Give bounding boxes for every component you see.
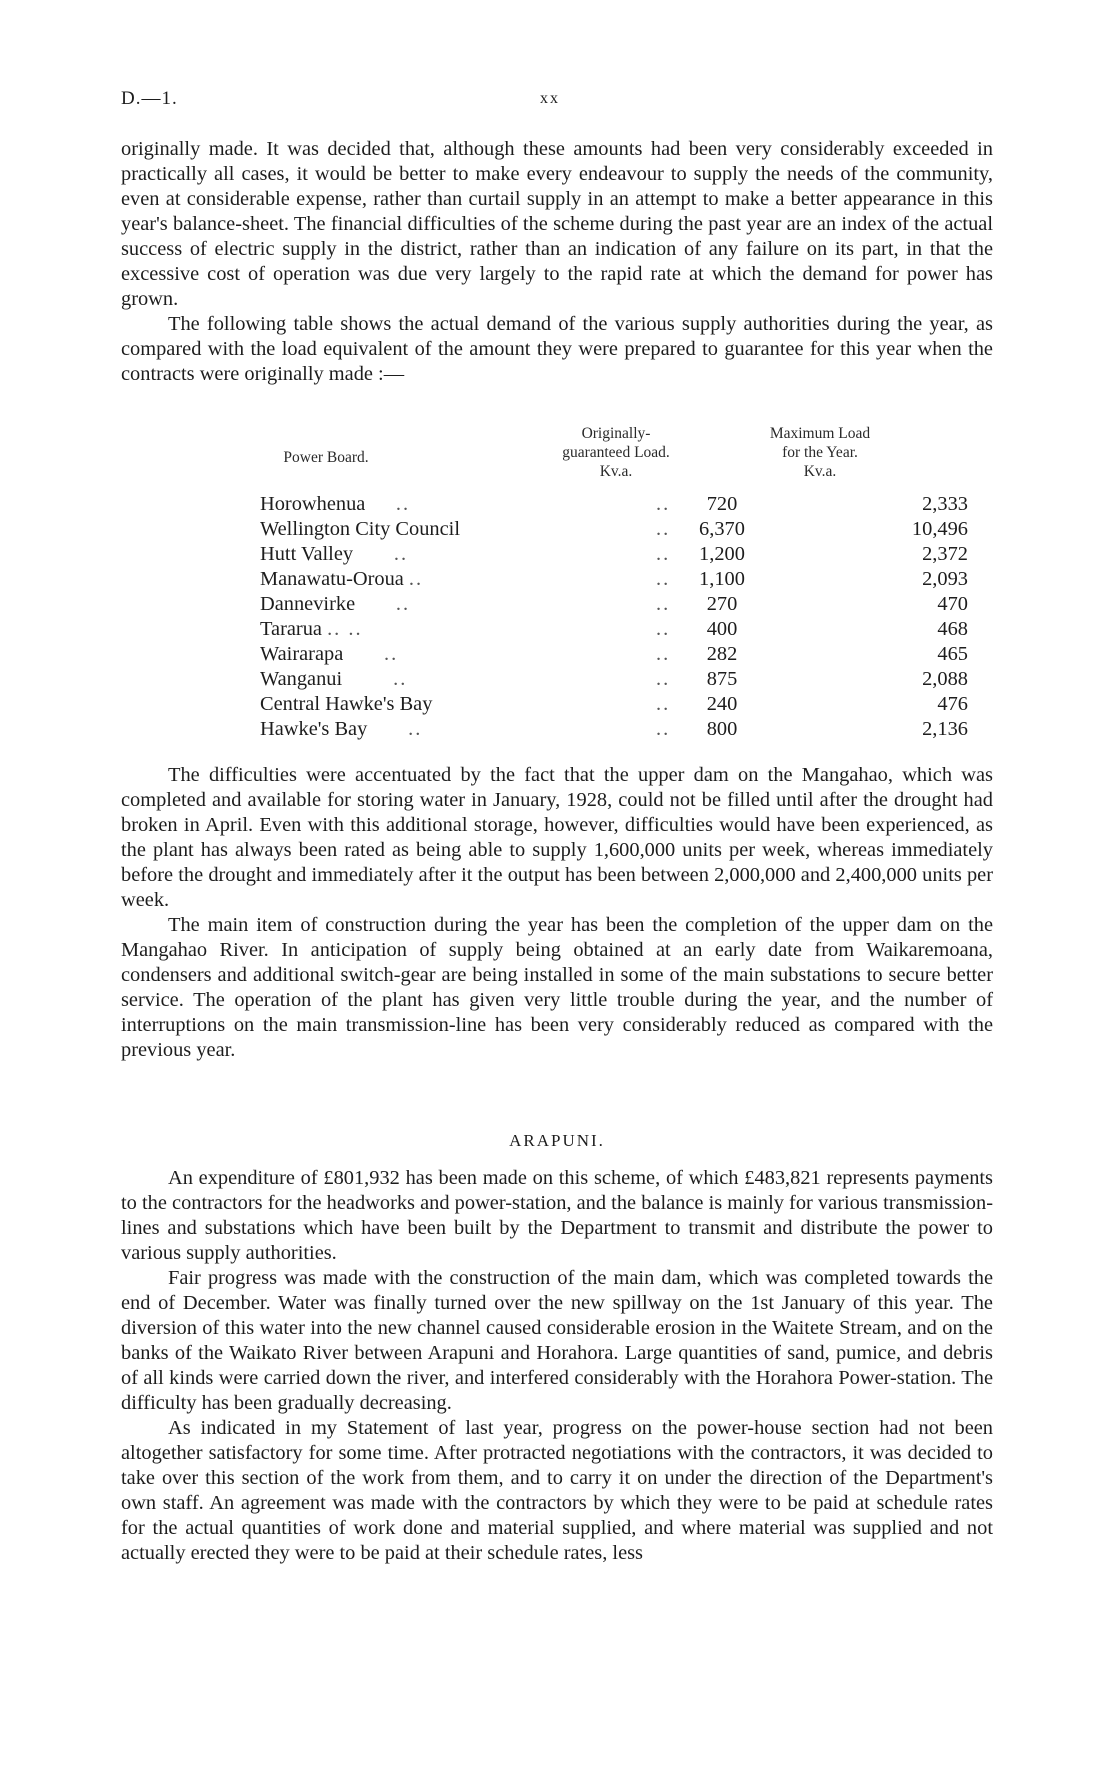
table-row: Wairarapa .. .. 282 465 <box>260 643 968 665</box>
page-number: xx <box>540 90 560 107</box>
paragraph: The following table shows the actual demand of the various supply authorities during the year, as compared with the load equivalent of the amount they were prepared to guarantee for this year when the contracts were originally made :— <box>121 313 993 385</box>
table-row: Central Hawke's Bay .. 240 476 <box>260 693 968 715</box>
paragraph: originally made. It was decided that, although these amounts had been very considerably exceeded in practically all cases, it would be better to make every endeavour to supply the needs of the community, even at considerable expense, rather than curtail supply in an attempt to make a better appearance in this year's balance-sheet. The financial difficulties of the scheme during the past year are an index of the actual success of electric supply in the district, rather than an indication of any failure on its part, in that the excessive cost of operation was due very largely to the rapid rate at which the demand for power has grown. <box>121 138 993 310</box>
table-row: Wanganui .. .. 875 2,088 <box>260 668 968 690</box>
guaranteed-load-value: 282 <box>706 643 738 665</box>
maximum-load-value: 2,093 <box>922 568 968 590</box>
board-name: Dannevirke <box>260 593 356 615</box>
board-name: Wairarapa <box>260 643 344 665</box>
maximum-load-value: 468 <box>937 618 968 640</box>
table-row: Tararua .. .. .. 400 468 <box>260 618 968 640</box>
board-name: Manawatu-Oroua <box>260 568 404 590</box>
paragraph: Fair progress was made with the construction of the main dam, which was completed towards the end of December. Water was finally turned over the new spillway on the 1st January of this year. The diversion of this water into the new channel caused considerable erosion in the Waitete Stream, and on the banks of the Waikato River between Arapuni and Horahora. Large quantities of sand, pumice, and debris of all kinds were carried down the river, and interfered considerably with the Horahora Power-station. The difficulty has been gradually decreasing. <box>121 1267 993 1414</box>
paragraph: As indicated in my Statement of last year, progress on the power-house section had not been altogether satisfactory for some time. After protracted negotiations with the contractors, it was decided to take over this section of the work from them, and to carry it on under the direction of the Department's own staff. An agreement was made with the contractors by which they were to be paid at schedule rates for the actual quantities of work done and material supplied, and where material was supplied and not actually erected they were to be paid at their schedule rates, less <box>121 1417 993 1564</box>
paragraph: The main item of construction during the year has been the completion of the upper dam on the Mangahao River. In anticipation of supply being obtained at an early date from Waikaremoana, condensers and additional switch-gear are being installed in some of the main substations to secure better service. The operation of the plant has given very little trouble during the year, and the number of interruptions on the main transmission-line has been very considerably reduced as compared with the previous year. <box>121 914 993 1061</box>
guaranteed-load-value: 270 <box>706 593 738 615</box>
guaranteed-load-value: 720 <box>706 493 738 515</box>
column-header-maximum-load: Maximum Load for the Year. Kv.a. <box>769 425 871 480</box>
mangahao-text <box>121 763 993 1063</box>
table-row: Horowhenua .. .. 720 2,333 <box>260 493 968 515</box>
paragraph: An expenditure of £801,932 has been made on this scheme, of which £483,821 represents payments to the contractors for the headworks and power-station, and the balance is mainly for various transmission-lines and substations which have been built by the Department to transmit and distribute the power to various supply authorities. <box>121 1167 993 1264</box>
column-header-guaranteed-load: Originally- guaranteed Load. Kv.a. <box>562 425 670 480</box>
board-name: Hutt Valley <box>260 543 354 565</box>
table-body <box>260 492 980 742</box>
maximum-load-value: 2,136 <box>922 718 968 740</box>
maximum-load-value: 476 <box>937 693 968 715</box>
board-name: Hawke's Bay <box>260 718 368 740</box>
table-row: Hawke's Bay .. .. 800 2,136 <box>260 718 968 740</box>
maximum-load-value: 470 <box>937 593 968 615</box>
board-name: Wanganui <box>260 668 343 690</box>
maximum-load-value: 2,372 <box>922 543 968 565</box>
table-row: Dannevirke .. .. 270 470 <box>260 593 968 615</box>
maximum-load-value: 2,088 <box>922 668 968 690</box>
board-name: Wellington City Council <box>260 518 460 540</box>
document-reference: D.—1. <box>121 88 178 109</box>
guaranteed-load-value: 1,100 <box>699 568 745 590</box>
table-row: Wellington City Council .. 6,370 10,496 <box>260 518 968 540</box>
board-name: Tararua <box>260 618 322 640</box>
table-row: Manawatu-Oroua .. .. 1,100 2,093 <box>260 568 968 590</box>
load-table: Power Board. Originally- guaranteed Load. Kv.a. Maximum Load for the Year. Kv.a. Horowhenua .. .. 720 2,333 Wellington City Council .. 6,370 10,496 Hutt Valley .. .. 1,200 2,372 Manawatu-Oroua .. .. 1,100 2,093 Dannevirke .. .. 270 470 Tararua .. .. .. 400 468 Wairarapa .. .. 282 465 Wanganui .. .. 875 2,088 Central Hawke's Bay .. 240 476 Hawke's Bay .. .. 800 2,136 <box>121 424 993 756</box>
guaranteed-load-value: 1,200 <box>699 543 745 565</box>
table-row: Hutt Valley .. .. 1,200 2,372 <box>260 543 968 565</box>
paragraph: The difficulties were accentuated by the fact that the upper dam on the Mangahao, which was completed and available for storing water in January, 1928, could not be filled until after the drought had broken in April. Even with this additional storage, however, difficulties would have been experienced, as the plant has always been rated as being able to supply 1,600,000 units per week, whereas immediately before the drought and immediately after it the output has been between 2,000,000 and 2,400,000 units per week. <box>121 764 993 911</box>
board-name: Central Hawke's Bay <box>260 693 433 715</box>
guaranteed-load-value: 800 <box>706 718 738 740</box>
guaranteed-load-value: 400 <box>706 618 738 640</box>
section-heading: ARAPUNI. <box>509 1131 605 1150</box>
maximum-load-value: 10,496 <box>911 518 968 540</box>
guaranteed-load-value: 6,370 <box>699 518 745 540</box>
intro-text <box>121 137 993 387</box>
maximum-load-value: 2,333 <box>922 493 968 515</box>
guaranteed-load-value: 240 <box>706 693 738 715</box>
board-name: Horowhenua <box>260 493 366 515</box>
maximum-load-value: 465 <box>937 643 968 665</box>
arapuni-text <box>121 1166 993 1566</box>
guaranteed-load-value: 875 <box>706 668 738 690</box>
